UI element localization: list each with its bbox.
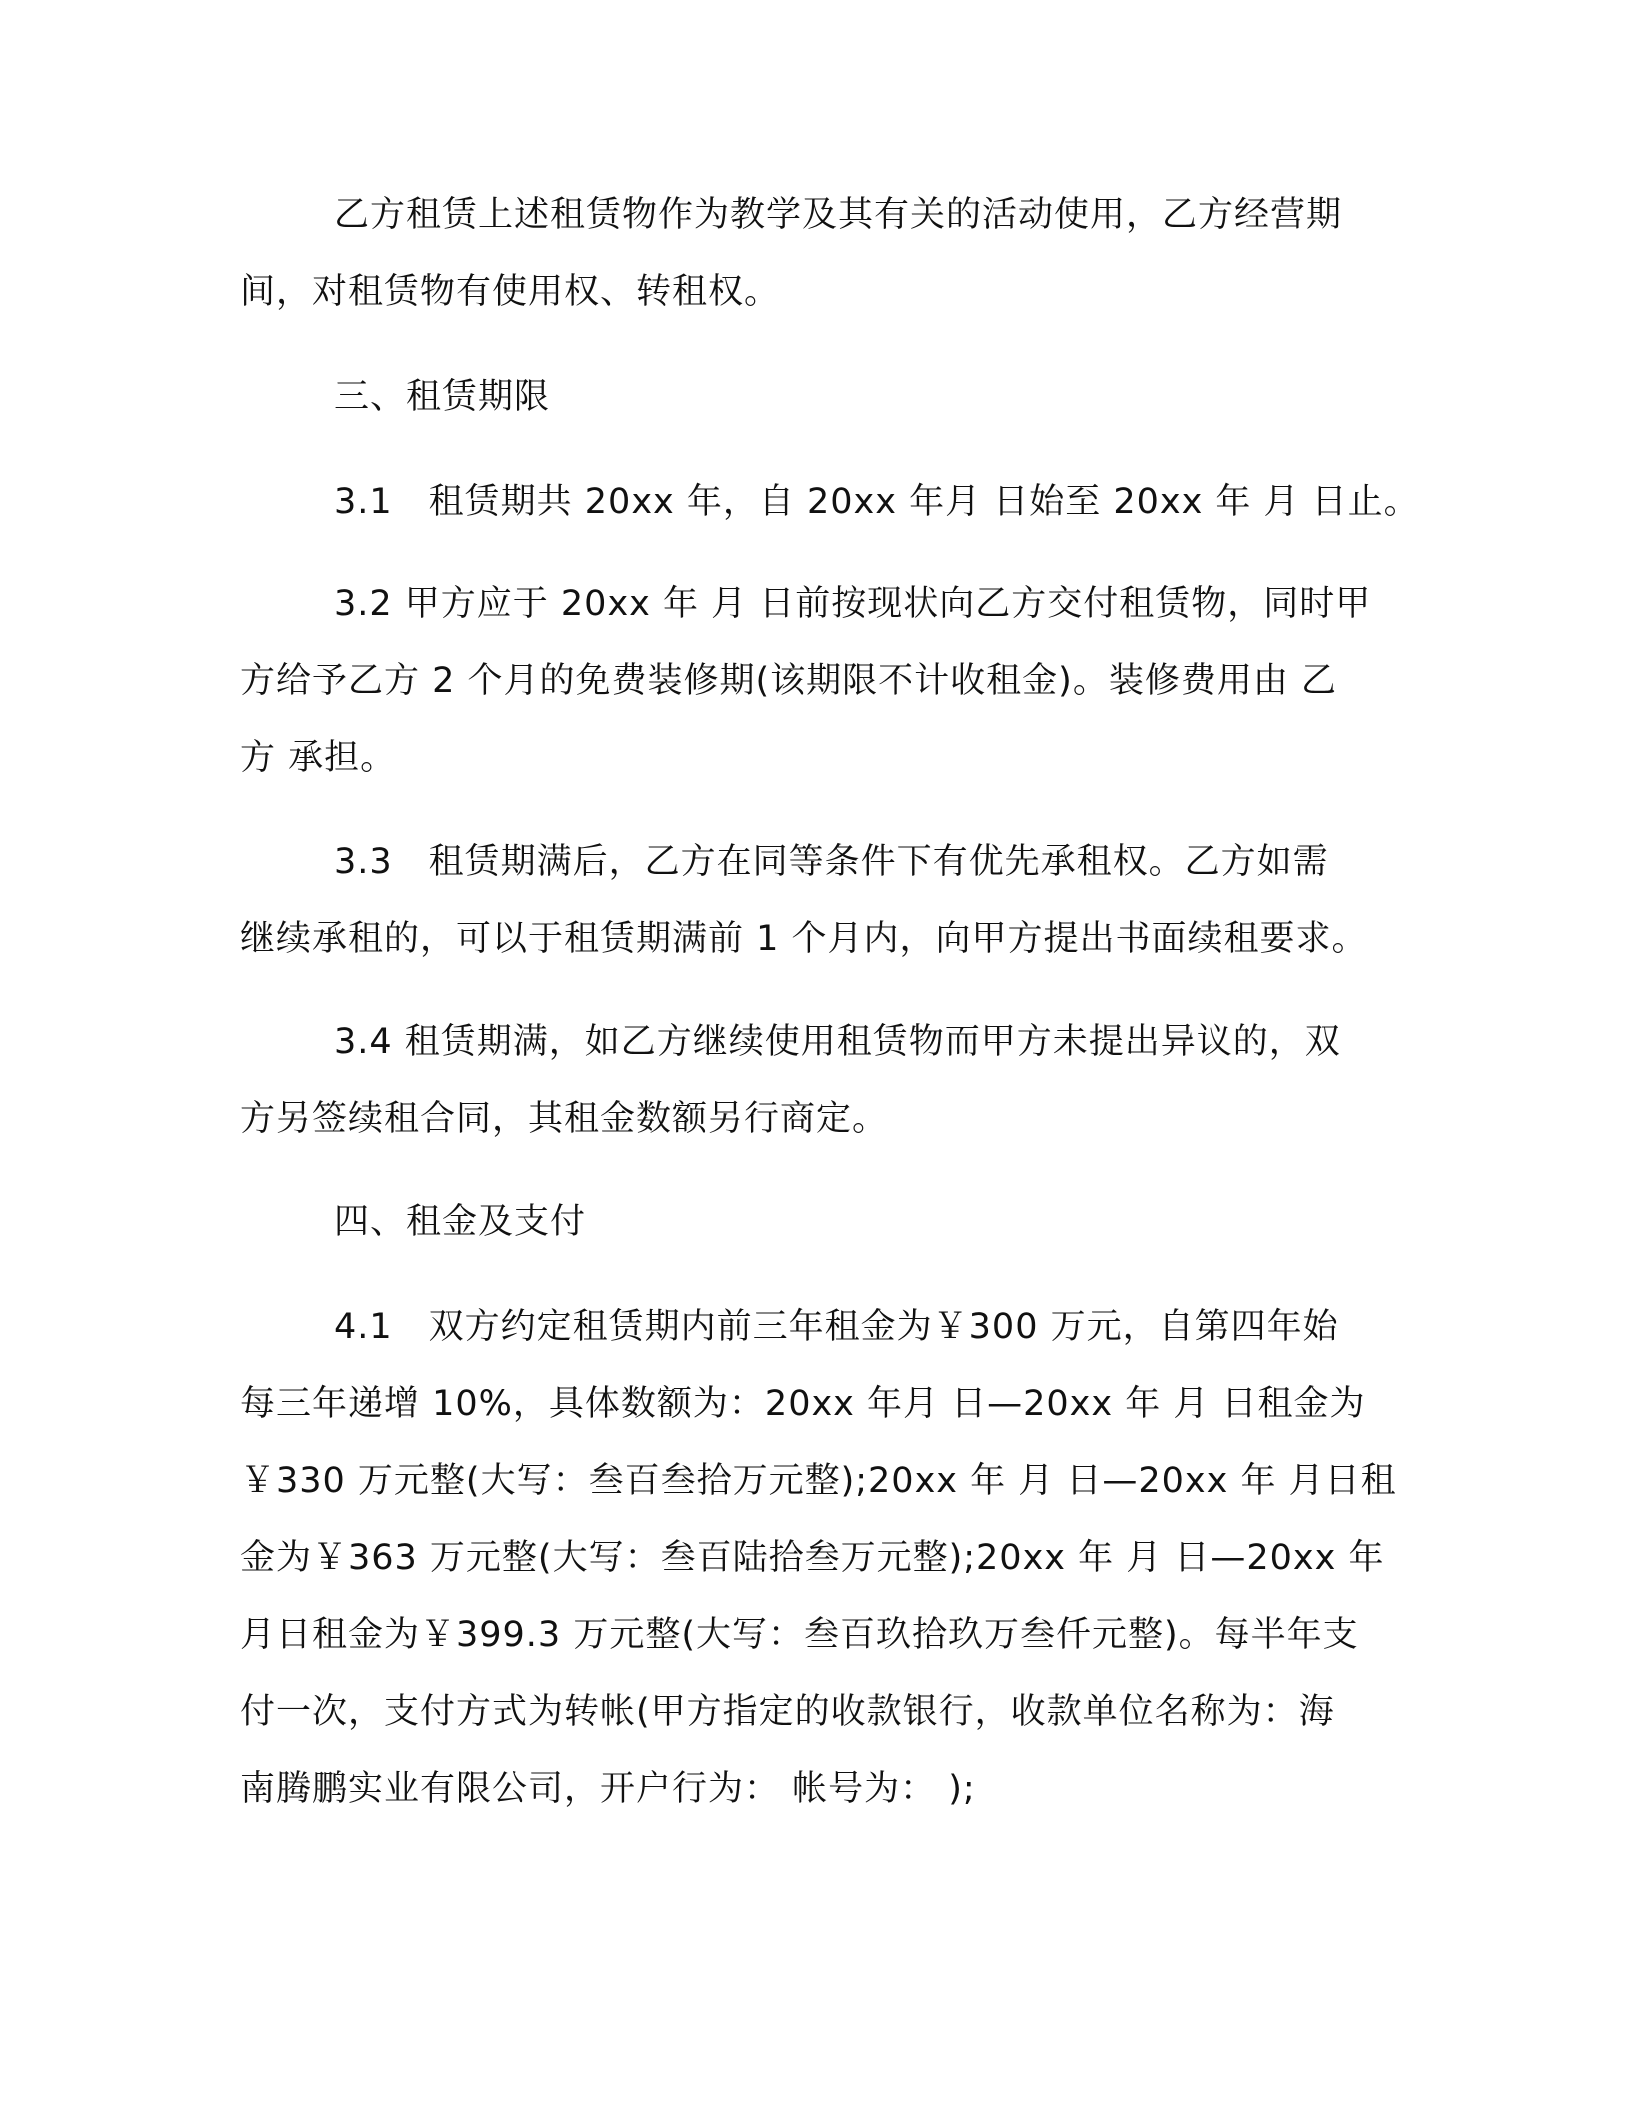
clause-4-1-line-6: 付一次，支付方式为转帐(甲方指定的收款银行，收款单位名称为：海 bbox=[240, 1692, 1335, 1732]
paragraph-purpose-line-2: 间，对租赁物有使用权、转租权。 bbox=[240, 272, 781, 312]
clause-3-2-line-2: 方给予乙方 2 个月的免费装修期(该期限不计收租金)。装修费用由 乙 bbox=[240, 661, 1337, 701]
paragraph-purpose-line-1: 乙方租赁上述租赁物作为教学及其有关的活动使用，乙方经营期 bbox=[334, 195, 1343, 235]
clause-3-3-line-2: 继续承租的，可以于租赁期满前 1 个月内，向甲方提出书面续租要求。 bbox=[240, 919, 1368, 959]
clause-4-1-line-5: 月日租金为￥399.3 万元整(大写：叁百玖拾玖万叁仟元整)。每半年支 bbox=[240, 1615, 1359, 1655]
clause-4-1-line-7: 南腾鹏实业有限公司，开户行为： 帐号为： ); bbox=[240, 1769, 976, 1809]
clause-3-4-line-1: 3.4 租赁期满，如乙方继续使用租赁物而甲方未提出异议的，双 bbox=[334, 1022, 1341, 1062]
clause-3-4-line-2: 方另签续租合同，其租金数额另行商定。 bbox=[240, 1099, 889, 1139]
section-heading-rent-payment: 四、租金及支付 bbox=[334, 1202, 587, 1242]
clause-3-3-line-1: 3.3 租赁期满后，乙方在同等条件下有优先承租权。乙方如需 bbox=[334, 842, 1329, 882]
clause-4-1-line-4: 金为￥363 万元整(大写：叁百陆拾叁万元整);20xx 年 月 日—20xx 年 bbox=[240, 1538, 1385, 1578]
clause-4-1-line-1: 4.1 双方约定租赁期内前三年租金为￥300 万元，自第四年始 bbox=[334, 1307, 1339, 1347]
clause-3-2-line-1: 3.2 甲方应于 20xx 年 月 日前按现状向乙方交付租赁物，同时甲 bbox=[334, 584, 1372, 624]
clause-4-1-line-3: ￥330 万元整(大写：叁百叁拾万元整);20xx 年 月 日—20xx 年 月日租 bbox=[240, 1461, 1397, 1501]
clause-3-1-line-1: 3.1 租赁期共 20xx 年，自 20xx 年月 日始至 20xx 年 月 日止。 bbox=[334, 482, 1420, 522]
clause-4-1-line-2: 每三年递增 10%，具体数额为：20xx 年月 日—20xx 年 月 日租金为 bbox=[240, 1384, 1366, 1424]
section-heading-lease-term: 三、租赁期限 bbox=[334, 377, 551, 417]
clause-3-2-line-3: 方 承担。 bbox=[240, 738, 397, 778]
